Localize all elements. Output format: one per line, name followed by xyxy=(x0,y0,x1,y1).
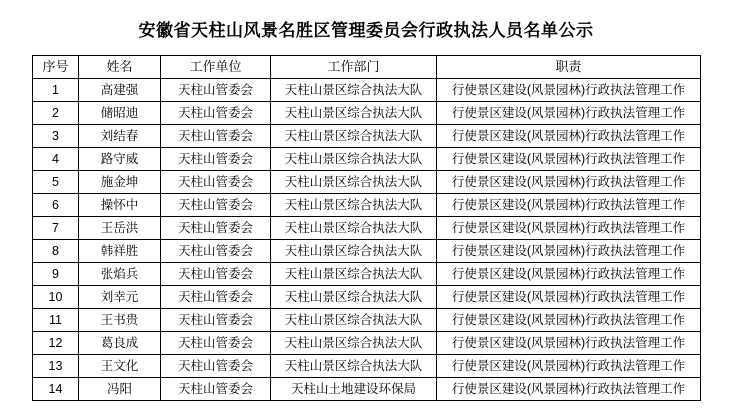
cell-name: 王文化 xyxy=(79,355,161,378)
cell-duty: 行使景区建设(风景园林)行政执法管理工作 xyxy=(437,286,701,309)
cell-department: 天柱山景区综合执法大队 xyxy=(271,355,437,378)
cell-index: 11 xyxy=(33,309,79,332)
cell-index: 7 xyxy=(33,217,79,240)
table-row xyxy=(33,263,701,286)
cell-unit: 天柱山管委会 xyxy=(161,309,271,332)
cell-duty: 行使景区建设(风景园林)行政执法管理工作 xyxy=(437,355,701,378)
cell-department: 天柱山景区综合执法大队 xyxy=(271,171,437,194)
cell-name: 储昭迪 xyxy=(79,102,161,125)
column-header-name: 姓名 xyxy=(79,56,161,79)
table-row xyxy=(33,240,701,263)
cell-duty: 行使景区建设(风景园林)行政执法管理工作 xyxy=(437,79,701,102)
cell-unit: 天柱山管委会 xyxy=(161,217,271,240)
cell-department: 天柱山景区综合执法大队 xyxy=(271,79,437,102)
cell-name: 王岳洪 xyxy=(79,217,161,240)
cell-unit: 天柱山管委会 xyxy=(161,194,271,217)
table-row xyxy=(33,102,701,125)
cell-department: 天柱山景区综合执法大队 xyxy=(271,332,437,355)
cell-duty: 行使景区建设(风景园林)行政执法管理工作 xyxy=(437,148,701,171)
cell-index: 3 xyxy=(33,125,79,148)
cell-department: 天柱山土地建设环保局 xyxy=(271,378,437,401)
cell-department: 天柱山景区综合执法大队 xyxy=(271,102,437,125)
column-header-index: 序号 xyxy=(33,56,79,79)
table-row xyxy=(33,309,701,332)
cell-unit: 天柱山管委会 xyxy=(161,355,271,378)
table-container xyxy=(0,55,732,401)
table-header-row xyxy=(33,56,701,79)
cell-department: 天柱山景区综合执法大队 xyxy=(271,148,437,171)
table-row xyxy=(33,286,701,309)
cell-duty: 行使景区建设(风景园林)行政执法管理工作 xyxy=(437,309,701,332)
cell-department: 天柱山景区综合执法大队 xyxy=(271,309,437,332)
cell-name: 路守威 xyxy=(79,148,161,171)
cell-name: 施金坤 xyxy=(79,171,161,194)
cell-duty: 行使景区建设(风景园林)行政执法管理工作 xyxy=(437,263,701,286)
cell-duty: 行使景区建设(风景园林)行政执法管理工作 xyxy=(437,332,701,355)
cell-name: 王书贵 xyxy=(79,309,161,332)
cell-name: 张焰兵 xyxy=(79,263,161,286)
table-row xyxy=(33,194,701,217)
cell-unit: 天柱山管委会 xyxy=(161,263,271,286)
cell-unit: 天柱山管委会 xyxy=(161,102,271,125)
cell-unit: 天柱山管委会 xyxy=(161,148,271,171)
cell-department: 天柱山景区综合执法大队 xyxy=(271,286,437,309)
table-header xyxy=(33,56,701,79)
cell-index: 2 xyxy=(33,102,79,125)
cell-index: 1 xyxy=(33,79,79,102)
table-row xyxy=(33,217,701,240)
cell-name: 操怀中 xyxy=(79,194,161,217)
cell-duty: 行使景区建设(风景园林)行政执法管理工作 xyxy=(437,217,701,240)
cell-unit: 天柱山管委会 xyxy=(161,240,271,263)
cell-name: 葛良成 xyxy=(79,332,161,355)
cell-name: 韩祥胜 xyxy=(79,240,161,263)
cell-index: 8 xyxy=(33,240,79,263)
cell-unit: 天柱山管委会 xyxy=(161,171,271,194)
cell-name: 高建强 xyxy=(79,79,161,102)
cell-duty: 行使景区建设(风景园林)行政执法管理工作 xyxy=(437,240,701,263)
table-row xyxy=(33,148,701,171)
table-row xyxy=(33,125,701,148)
cell-unit: 天柱山管委会 xyxy=(161,125,271,148)
enforcement-personnel-table xyxy=(32,55,701,401)
cell-duty: 行使景区建设(风景园林)行政执法管理工作 xyxy=(437,171,701,194)
cell-unit: 天柱山管委会 xyxy=(161,332,271,355)
cell-index: 5 xyxy=(33,171,79,194)
cell-name: 刘结春 xyxy=(79,125,161,148)
table-row xyxy=(33,332,701,355)
table-row xyxy=(33,171,701,194)
cell-duty: 行使景区建设(风景园林)行政执法管理工作 xyxy=(437,125,701,148)
page-title: 安徽省天柱山风景名胜区管理委员会行政执法人员名单公示 xyxy=(138,21,594,40)
cell-department: 天柱山景区综合执法大队 xyxy=(271,194,437,217)
cell-index: 6 xyxy=(33,194,79,217)
cell-index: 9 xyxy=(33,263,79,286)
column-header-duty: 职责 xyxy=(437,56,701,79)
table-row xyxy=(33,355,701,378)
cell-unit: 天柱山管委会 xyxy=(161,286,271,309)
cell-index: 13 xyxy=(33,355,79,378)
table-row xyxy=(33,79,701,102)
cell-name: 冯阳 xyxy=(79,378,161,401)
cell-duty: 行使景区建设(风景园林)行政执法管理工作 xyxy=(437,378,701,401)
cell-duty: 行使景区建设(风景园林)行政执法管理工作 xyxy=(437,102,701,125)
cell-department: 天柱山景区综合执法大队 xyxy=(271,217,437,240)
cell-department: 天柱山景区综合执法大队 xyxy=(271,125,437,148)
cell-unit: 天柱山管委会 xyxy=(161,378,271,401)
cell-duty: 行使景区建设(风景园林)行政执法管理工作 xyxy=(437,194,701,217)
cell-department: 天柱山景区综合执法大队 xyxy=(271,263,437,286)
column-header-department: 工作部门 xyxy=(271,56,437,79)
cell-index: 10 xyxy=(33,286,79,309)
cell-department: 天柱山景区综合执法大队 xyxy=(271,240,437,263)
cell-index: 4 xyxy=(33,148,79,171)
column-header-unit: 工作单位 xyxy=(161,56,271,79)
cell-name: 刘幸元 xyxy=(79,286,161,309)
cell-index: 14 xyxy=(33,378,79,401)
table-body xyxy=(33,79,701,401)
cell-index: 12 xyxy=(33,332,79,355)
table-row xyxy=(33,378,701,401)
cell-unit: 天柱山管委会 xyxy=(161,79,271,102)
